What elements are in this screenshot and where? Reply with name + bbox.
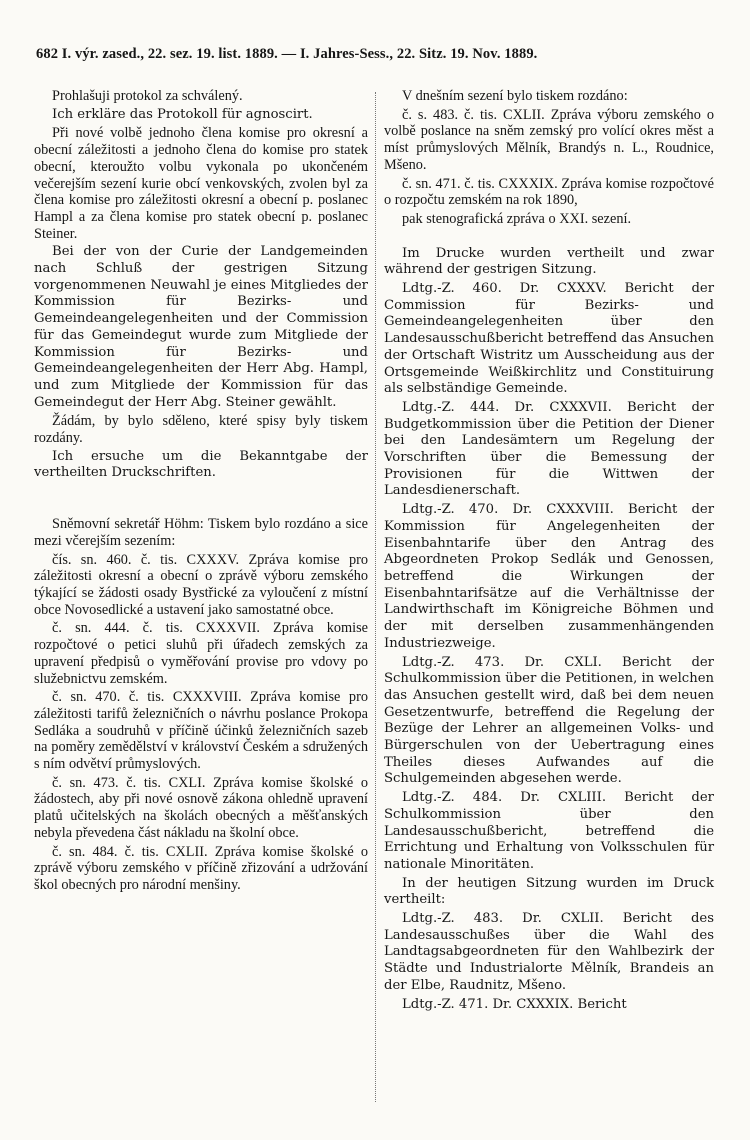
paragraph: č. sn. 470. č. tis. CXXXVIII. Zpráva komise pro záležitosti tarifů železničních o návrhu poslance Prokopa Sedláka a soudruhů v příčině účinků železničních sazeb na poměry zemědělství v království Českém a sdružených s ním odvětví průmyslových.: [34, 689, 368, 773]
paragraph: č. sn. 484. č. tis. CXLII. Zpráva komise školské o zprávě výboru zemského v příčině zřizování a udržování škol obecných pro národní menšiny.: [34, 843, 368, 893]
paragraph: Sněmovní sekretář Höhm: Tiskem bylo rozdáno a sice mezi včerejším sezením:: [34, 516, 368, 549]
paragraph: č. sn. 473. č. tis. CXLI. Zpráva komise školské o žádostech, aby při nové osnově zákona ohledně upravení platů učitelských na školách obecných a měšťanských nebyla převedena část nákladu na školní obce.: [34, 774, 368, 841]
paragraph: Ldtg.-Z. 473. Dr. CXLI. Bericht der Schulkommission über die Petitionen, in welchen das Ansuchen gestellt wird, daß bei dem neuen Gesetzentwurfe, betreffend die Regelung der Bezüge der Lehrer an allgemeinen Volks- und Bürgerschulen von der Uebertragung eines Theiles dieses Aufwandes auf die Schulgemeinden abgesehen werde.: [384, 654, 714, 787]
paragraph: Ldtg.-Z. 460. Dr. CXXXV. Bericht der Commission für Bezirks- und Gemeindeangelegenheiten über den Landesausschußbericht betreffend das Ansuchen der Ortschaft Wistritz um Ausscheidung aus der Ortsgemeinde Weißkirchlitz und Constituirung als selbständige Gemeinde.: [384, 281, 715, 397]
paragraph: č. sn. 471. č. tis. CXXXIX. Zpráva komise rozpočtové o rozpočtu zemském na rok 1890,: [384, 175, 714, 209]
paragraph: Ldtg.-Z. 483. Dr. CXLII. Bericht des Landesausschußes über die Wahl des Landtagsabgeordneten für den Wahlbezirk der Städte und Industrialorte Mělník, Brandeis an der Elbe, Raudnitz, Mšeno.: [384, 911, 714, 993]
paragraph: Ich erkläre das Protokoll für agnoscirt.: [52, 106, 313, 122]
paragraph: č. s. 483. č. tis. CXLII. Zpráva výboru zemského o volbě poslance na sněm zemský pro volící okres měst a míst průmyslových Mělník, Brandýs n. L., Roudnice, Mšeno.: [384, 106, 714, 173]
paragraph: Ldtg.-Z. 471. Dr. CXXXIX. Bericht: [402, 996, 627, 1012]
paragraph: Ldtg.-Z. 484. Dr. CXLIII. Bericht der Schulkommission über den Landesausschußbericht, betreffend die Errichtung und Erhaltung von Volksschulen für nationale Minoritäten.: [384, 790, 714, 872]
paragraph: V dnešním sezení bylo tiskem rozdáno:: [402, 88, 628, 104]
paragraph: Im Drucke wurden vertheilt und zwar während der gestrigen Sitzung.: [384, 245, 714, 278]
column-divider: [375, 92, 376, 1102]
paragraph: č. sn. 444. č. tis. CXXXVII. Zpráva komise rozpočtové o petici sluhů při úřadech zemských za upravení předpisů o vyměřování provise pro vdovy po služebnictvu zemském.: [34, 620, 368, 687]
paragraph: Ldtg.-Z. 444. Dr. CXXXVII. Bericht der Budgetkommission über die Petition der Diener bei den Landesämtern um Regelung der Vorschriften über die Bemessung der Provisionen für die Wittwen der Landesdienerschaft.: [384, 399, 714, 499]
paragraph: Ldtg.-Z. 470. Dr. CXXXVIII. Bericht der Kommission für Angelegenheiten der Eisenbahntarife über den Antrag des Abgeordneten Prokop Sedlák und Genossen, betreffend die Wirkungen der Eisenbahntarifsätze auf die Verhältnisse der Landwirthschaft im Königreiche Böhmen und der mit derselben zusammenhängenden Industriezweige.: [384, 502, 714, 651]
paragraph: pak stenografická zpráva o XXI. sezení.: [402, 210, 632, 227]
running-header: 682 I. výr. zased., 22. sez. 19. list. 1889. — I. Jahres-Sess., 22. Sitz. 19. Nov. 1889.: [36, 46, 538, 62]
right-column: [384, 88, 714, 1015]
paragraph: Prohlašuji protokol za schválený.: [52, 88, 243, 104]
left-column: [34, 88, 368, 896]
paragraph: In der heutigen Sitzung wurden im Druck vertheilt:: [384, 875, 714, 908]
paragraph: Ich ersuche um die Bekanntgabe der vertheilten Druckschriften.: [34, 448, 368, 481]
paragraph: čís. sn. 460. č. tis. CXXXV. Zpráva komise pro záležitosti okresní a obecní o zprávě výboru zemského týkající se žádosti osady Bystřické za vyloučení z místní obce Novosedlické a ustavení jako samostatné obce.: [34, 551, 368, 618]
paragraph: Bei der von der Curie der Landgemeinden nach Schluß der gestrigen Sitzung vorgenommenen Neuwahl je eines Mitgliedes der Kommission für Bezirks- und Gemeindeangelegenheiten und der Commission für das Gemeindegut wurde zum Mitgliede der Kommission für Bezirks- und Gemeindeangelegenheiten der Herr Abg. Hampl, und zum Mitgliede der Kommission für das Gemeindegut der Herr Abg. Steiner gewählt.: [34, 244, 368, 410]
paragraph: Při nové volbě jednoho člena komise pro okresní a obecní záležitosti a jednoho člena do komise pro statek obecní, kteroužto volbu vykonala po ukončeném večerejším sezení kurie obcí venkovských, zvolen byl za člena komise pro záležitosti okresní a obecní p. poslanec Hampl a za člena komise pro statek obecní p. poslanec Steiner.: [34, 125, 368, 242]
paragraph: Žádám, by bylo sděleno, které spisy byly tiskem rozdány.: [34, 413, 368, 447]
